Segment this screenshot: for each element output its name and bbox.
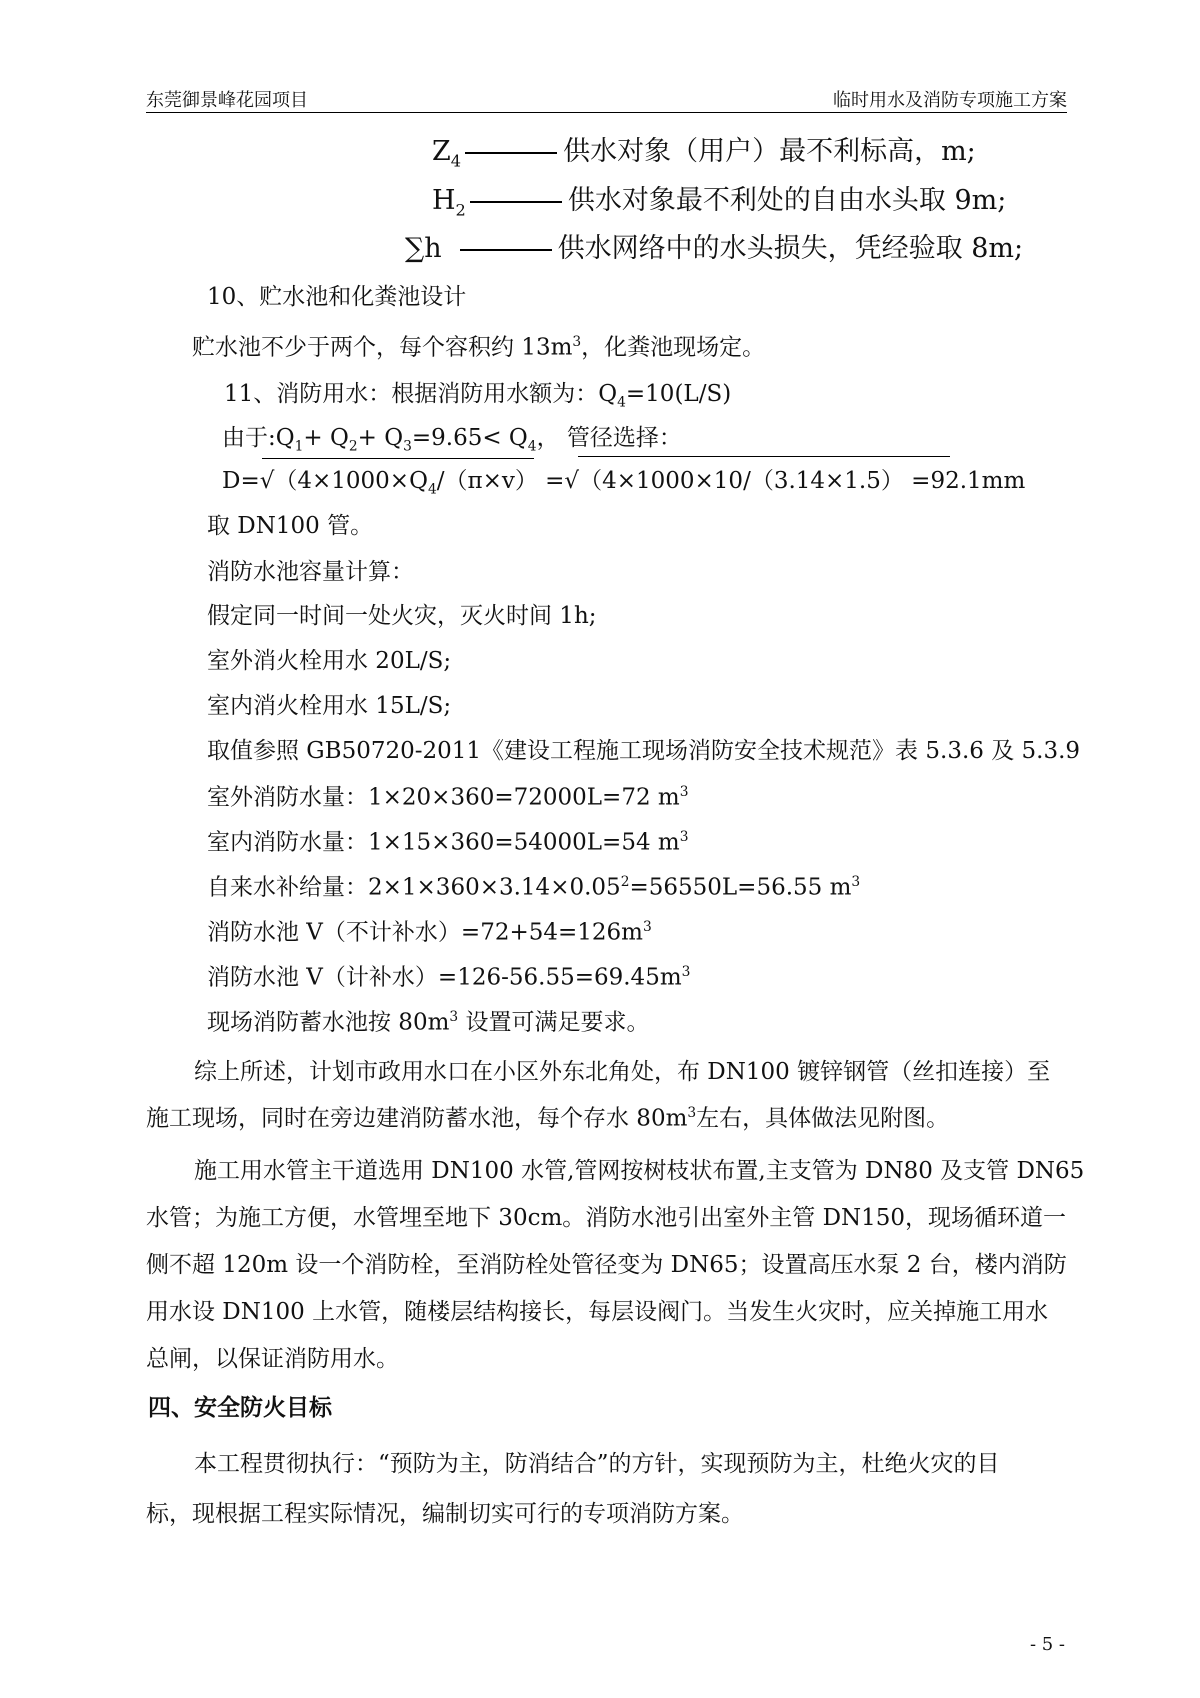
section-4-body-line: 标，现根据工程实际情况，编制切实可行的专项消防方案。 — [146, 1501, 744, 1527]
section-10-body: 贮水池不少于两个，每个容积约 $13m^3$，化粪池现场定。 — [192, 334, 766, 361]
volume-line: 消防水池 V（不计补水）$=72+54=126m^3$ — [207, 919, 652, 946]
volume-line: 室外消防水量：1×20×360=72000L=72 $m^3$ — [207, 784, 689, 811]
pipe-para-line: 用水设 DN100 上水管，随楼层结构接长，每层设阀门。当发生火灾时，应关掉施工用水 — [146, 1299, 1049, 1325]
volume-line: 室内消防水量：1×15×360=54000L=54 $m^3$ — [207, 829, 689, 856]
header-doc-title: 临时用水及消防专项施工方案 — [833, 90, 1067, 111]
calc-title: 消防水池容量计算： — [207, 559, 414, 585]
calc-line: 取值参照 GB50720-2011《建设工程施工现场消防安全技术规范》表 5.3.6 及 5.3.9 — [207, 738, 1081, 764]
page-number: - 5 - — [1029, 1634, 1065, 1655]
sqrt-overbar-1 — [262, 458, 534, 459]
header-rule — [146, 112, 1067, 113]
section-4-body-line: 本工程贯彻执行：“预防为主，防消结合”的方针，实现预防为主，杜绝火灾的目 — [194, 1451, 1000, 1477]
header-project-name: 东莞御景峰花园项目 — [146, 90, 308, 111]
section-4-title: 四、安全防火目标 — [148, 1395, 332, 1421]
summary-line-2: 施工现场，同时在旁边建消防蓄水池，每个存水 $80m^3$左右，具体做法见附图。 — [146, 1105, 950, 1132]
calc-line: 室外消火栓用水 20L/S; — [207, 648, 452, 674]
sqrt-overbar-2 — [578, 456, 950, 457]
volume-line: 消防水池 V（计补水）$=126-56.55=69.45m^3$ — [207, 964, 691, 991]
pipe-para-line: 总闸，以保证消防用水。 — [146, 1346, 399, 1372]
definition-sum-h: ∑h 供水网络中的水头损失，凭经验取 8m; — [405, 233, 1024, 264]
definition-h2: $H_2$ 供水对象最不利处的自由水头取 9m; — [432, 185, 1007, 220]
volume-line: 现场消防蓄水池按 $80m^3$ 设置可满足要求。 — [207, 1009, 650, 1036]
pipe-choice: 取 DN100 管。 — [207, 513, 374, 539]
summary-line-1: 综上所述，计划市政用水口在小区外东北角处，布 DN100 镀锌钢管（丝扣连接）至 — [194, 1059, 1051, 1085]
section-11-title: 11、消防用水：根据消防用水额为：$Q_4=10(L/S)$ — [224, 381, 732, 411]
pipe-para-line: 侧不超 120m 设一个消防栓，至消防栓处管径变为 DN65；设置高压水泵 2 台，楼内消防 — [146, 1252, 1067, 1278]
section-11-since: 由于$:Q_1+ Q_2+ Q_3=9.65< Q_4$， 管径选择： — [222, 425, 682, 455]
calc-line: 假定同一时间一处火灾，灭火时间 1h; — [207, 603, 597, 629]
volume-line: 自来水补给量：$2\times 1\times 360\times 3.14\times 0.05^2=56550L=56.55$ $m^3$ — [207, 874, 861, 901]
pipe-diameter-formula: $D=√(4\times 1000\times Q_4/(\pi\times v) =√(4\times 1000\times 10/(3.14\times 1.5) =92.1mm$ — [222, 468, 1026, 498]
section-10-title: 10、贮水池和化粪池设计 — [207, 284, 467, 310]
calc-line: 室内消火栓用水 15L/S; — [207, 693, 452, 719]
pipe-para-line: 施工用水管主干道选用 DN100 水管,管网按树枝状布置,主支管为 DN80 及支管 DN65 — [194, 1158, 1085, 1184]
definition-z4: $Z_4$ 供水对象（用户）最不利标高，m; — [432, 136, 976, 171]
pipe-para-line: 水管；为施工方便，水管埋至地下 30cm。消防水池引出室外主管 DN150，现场循环道一 — [146, 1205, 1067, 1231]
